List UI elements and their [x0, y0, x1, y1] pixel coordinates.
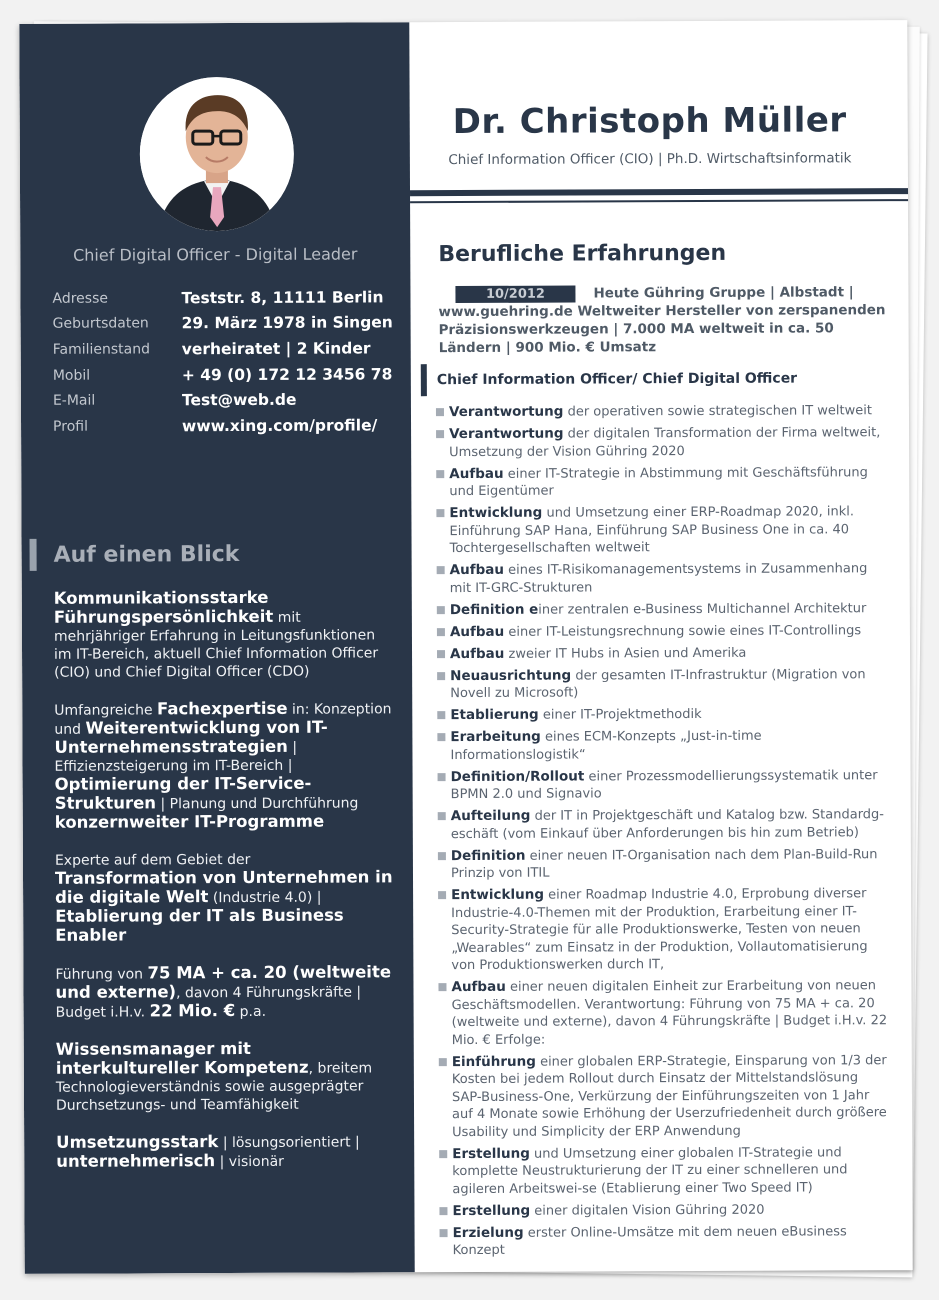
contact-value: 29. März 1978 in Singen	[181, 313, 393, 333]
duty-text: einer IT-Strategie in Abstimmung mit Geschäftsführung und Eigentümer	[449, 464, 868, 500]
contact-label: E-Mail	[52, 392, 96, 409]
duty-keyword: Definition e	[449, 601, 539, 618]
glance-title: Auf einen Blick	[53, 541, 240, 568]
glance-highlight: unternehmerisch	[56, 1151, 216, 1171]
glance-paragraph	[55, 850, 395, 945]
duty-item	[436, 727, 886, 764]
duty-item	[438, 1201, 888, 1220]
contact-value: + 49 (0) 172 12 3456 78	[181, 364, 393, 384]
duty-item	[437, 977, 887, 1049]
resume-page	[19, 20, 912, 1274]
contact-value: Teststr. 8, 11111 Berlin	[181, 288, 384, 308]
duty-keyword: Etablierung	[450, 706, 539, 724]
glance-highlight: Fachexpertise	[156, 698, 288, 719]
glance-text: | Planung und Durchführung	[155, 795, 359, 813]
duty-text: einer neuen digitalen Einheit zur Erarbeitung von neuen Geschäftsmodellen. Verantwortung: Führung von 75 MA + ca. 20 (weltweite und externe), davon 4 Führungskräfte | Budget i.H.v. 22 Mio. € Erfolge:	[451, 978, 888, 1048]
header-rule	[410, 188, 910, 196]
duty-text: einer IT-Projektmethodik	[538, 706, 702, 723]
glance-text: in: Konzeption und	[54, 701, 392, 738]
glance-text: | visionär	[215, 1153, 284, 1171]
contact-row-family	[53, 335, 403, 362]
duty-item	[437, 767, 887, 804]
duty-list	[435, 402, 889, 1264]
heading-accent-bar	[30, 539, 37, 571]
glance-text: | Effizienzsteigerung im IT-Bereich |	[54, 739, 298, 775]
person-name: Dr. Christoph Müller	[452, 100, 847, 143]
role-title: Chief Digital Officer - Digital Leader	[73, 244, 358, 265]
duty-item	[436, 644, 886, 663]
duty-item	[435, 402, 885, 421]
glance-text: (Industrie 4.0) |	[208, 889, 322, 907]
duty-keyword: Einführung	[451, 1053, 536, 1070]
duty-text: erster Online-Umsätze mit dem neuen eBusiness Konzept	[452, 1223, 847, 1259]
duty-text: einer globalen ERP-Strategie, Einsparung von 1/3 der Kosten bei jedem Rollout durch Einsatz der Mittelstandslösung SAP-Business-One, Verkürzung der Einführungszeiten von 1 Jahr auf 4 Monate sowie Erhöhung der Userzufriedenheit durch größere Usability und Simplicity der ERP Anwendung	[451, 1052, 887, 1140]
glance-text: , davon 4 Führungskräfte | Budget i.H.v.	[55, 984, 362, 1021]
duty-text: der operativen sowie strategischen IT weltweit	[563, 403, 872, 420]
contact-value: www.xing.com/profile/	[181, 416, 378, 436]
duty-keyword: Erstellung	[452, 1202, 531, 1219]
duty-text: der gesamten IT-Infrastruktur (Migration von Novell zu Microsoft)	[450, 666, 866, 702]
duty-keyword: Definition/Rollout	[450, 767, 585, 785]
duty-text: der IT in Projektgeschäft und Katalog bzw. Standardg-eschäft (vom Einkauf über Anforderungen bis hin zum Betrieb)	[450, 807, 885, 842]
glance-paragraph	[55, 963, 395, 1021]
duty-item	[437, 885, 887, 974]
duty-text: einer neuen IT-Organisation nach dem Plan-Build-Run Prinzip von ITIL	[450, 846, 878, 882]
duty-item	[436, 560, 886, 597]
glance-summary	[54, 588, 397, 1190]
duty-text: iner zentralen e-Business Multichannel Architektur	[538, 600, 867, 618]
glance-highlight: Transformation von Unternehmen in die digitale Welt	[54, 867, 393, 907]
duty-text: einer digitalen Vision Gühring 2020	[530, 1202, 765, 1219]
contact-details	[52, 284, 403, 439]
duty-keyword: Erzielung	[452, 1224, 524, 1241]
contact-row-email	[53, 387, 403, 414]
duty-keyword: Neuausrichtung	[450, 667, 572, 684]
contact-row-birth	[53, 310, 403, 337]
duty-text: und Umsetzung einer globalen IT-Strategie und komplette Neustrukturierung der IT zu einer schnelleren und agileren Arbeitswei-se (Etablierung einer Two Speed IT)	[452, 1144, 848, 1197]
contact-value: verheiratet | 2 Kinder	[181, 339, 371, 359]
duty-keyword: Verantwortung	[449, 425, 564, 443]
glance-highlight: konzernweiter IT-Programme	[54, 811, 325, 832]
position-title: Chief Information Officer/ Chief Digital Officer	[436, 370, 798, 389]
duty-keyword: Entwicklung	[451, 886, 545, 904]
glance-text: p.a.	[235, 1003, 267, 1021]
glance-text: mit mehrjähriger Erfahrung in Leitungsfunktionen im IT-Bereich, aktuell Chief Information Officer (CIO) und Chief Digital Officer (CDO)	[53, 609, 379, 681]
duty-text: der digitalen Transformation der Firma weltweit, Umsetzung der Vision Gühring 2020	[449, 425, 881, 460]
glance-paragraph	[56, 1132, 396, 1171]
duty-item	[436, 600, 886, 619]
duty-keyword: Aufbau	[449, 561, 505, 579]
duty-item	[435, 464, 885, 501]
position-heading	[421, 363, 797, 397]
duty-keyword: Verantwortung	[448, 403, 564, 421]
date-badge: 10/2012	[455, 286, 575, 304]
duty-text: einer IT-Leistungsrechnung sowie eines IT-Controllings	[504, 622, 862, 640]
duty-item	[435, 503, 885, 557]
duty-keyword: Erstellung	[452, 1145, 530, 1162]
job-meta-text: Heute Gühring Gruppe | Albstadt | www.guehring.de Weltweiter Hersteller von zerspanenden Präzisionswerkzeugen | 7.000 MA weltweit in ca. 50 Ländern | 900 Mio. € Umsatz	[438, 284, 886, 357]
position-accent-bar	[421, 364, 427, 396]
job-meta	[438, 283, 888, 357]
glance-highlight: Weiterentwicklung von IT-Unternehmensstrategien	[54, 717, 328, 757]
glance-text: | lösungsorientiert |	[218, 1134, 360, 1152]
duty-text: und Umsetzung einer ERP-Roadmap 2020, inkl. Einführung SAP Hana, Einführung SAP Business One in ca. 40 Tochtergesellschaften weltweit	[449, 504, 854, 557]
contact-label: Profil	[52, 418, 88, 435]
contact-label: Familienstand	[52, 341, 150, 358]
glance-heading	[30, 537, 240, 572]
duty-keyword: Erarbeitung	[450, 728, 541, 746]
duty-keyword: Aufteilung	[450, 807, 531, 825]
glance-highlight: 75 MA + ca. 20 (weltweite und externe)	[55, 962, 392, 1002]
duty-item	[437, 806, 887, 843]
sidebar	[19, 22, 414, 1274]
duty-item	[437, 846, 887, 883]
contact-row-address	[52, 284, 402, 311]
glance-highlight: Umsetzungsstark	[56, 1132, 219, 1152]
glance-paragraph	[54, 699, 395, 832]
duty-keyword: Definition	[450, 847, 526, 864]
duty-text: zweier IT Hubs in Asien und Amerika	[504, 645, 747, 662]
glance-highlight: Wissensmanager mit interkultureller Kompetenz	[55, 1038, 309, 1078]
contact-label: Mobil	[52, 367, 91, 384]
glance-highlight: Kommunikationsstarke Führungspersönlichkeit	[53, 587, 274, 627]
header-rule-thin	[410, 199, 910, 203]
contact-row-mobile	[53, 361, 403, 388]
duty-item	[436, 622, 886, 641]
glance-highlight: Etablierung der IT als Business Enabler	[55, 905, 344, 945]
duty-item	[438, 1144, 888, 1198]
contact-label: Geburtsdaten	[52, 315, 149, 333]
contact-value: Test@web.de	[181, 390, 297, 410]
duty-item	[435, 424, 885, 461]
duty-keyword: Aufbau	[449, 623, 505, 640]
duty-item	[436, 666, 886, 703]
main-column	[409, 20, 912, 1272]
duty-text: einer Prozessmodellierungssystematik unter BPMN 2.0 und Signavio	[450, 767, 878, 803]
glance-highlight: Optimierung der IT-Service-Strukturen	[54, 773, 312, 813]
glance-text: Experte auf dem Gebiet der	[54, 851, 251, 869]
glance-text: , breitem Technologieverständnis sowie ausgeprägter Durchsetzungs- und Teamfähigkeit	[55, 1060, 373, 1114]
duty-text: eines IT-Risikomanagementsystems in Zusammenhang mit IT-GRC-Strukturen	[449, 561, 868, 596]
glance-highlight: 22 Mio. €	[149, 1001, 236, 1021]
person-subtitle: Chief Information Officer (CIO) | Ph.D. Wirtschaftsinformatik	[448, 150, 852, 169]
duty-text: eines ECM-Konzepts „Just-in-time Informationslogistik“	[450, 728, 762, 763]
glance-text: Führung von	[55, 966, 148, 983]
glance-paragraph	[56, 1039, 396, 1114]
section-title-experience: Berufliche Erfahrungen	[438, 240, 727, 268]
profile-photo	[140, 77, 295, 232]
duty-text: einer Roadmap Industrie 4.0, Erprobung diverser Industrie-4.0-Themen mit der Produktion, Erarbeitung einer IT-Security-Strategie für alle Produktionswerke, Testen von neuen „Wearables“ zum Einsatz in der Produktion, Vollautomatisierung von Produktionswerken durch IT,	[451, 886, 868, 974]
duty-keyword: Aufbau	[451, 978, 506, 996]
duty-keyword: Aufbau	[449, 645, 505, 662]
duty-keyword: Aufbau	[449, 465, 504, 482]
duty-item	[436, 705, 886, 724]
glance-text: Umfangreiche	[54, 702, 158, 719]
glance-paragraph	[54, 588, 394, 681]
contact-label: Adresse	[52, 290, 108, 307]
duty-item	[439, 1223, 889, 1260]
duty-item	[438, 1052, 888, 1141]
contact-row-profile	[53, 412, 403, 439]
duty-keyword: Entwicklung	[449, 504, 543, 522]
